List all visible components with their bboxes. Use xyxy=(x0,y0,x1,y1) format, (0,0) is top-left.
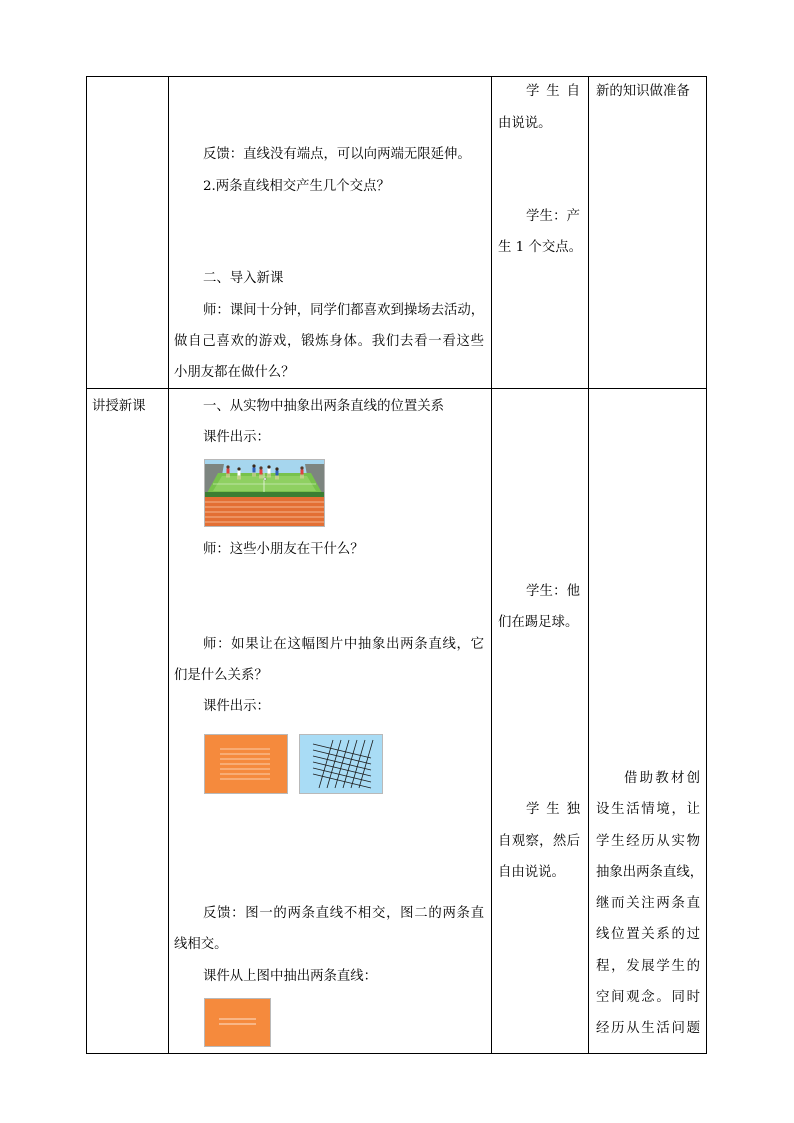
parallel-lines-image xyxy=(204,734,288,794)
design-intent-line: 空间观念。同时 xyxy=(596,990,700,1005)
stage-cell xyxy=(86,388,168,1054)
design-intent-line: 借助教材创 xyxy=(624,771,700,786)
teaching-process-cell xyxy=(168,76,491,388)
courseware-caption: 课件出示： xyxy=(203,699,270,714)
two-lines-image xyxy=(204,998,271,1047)
soccer-field-image xyxy=(204,459,325,527)
process-text-line: 们是什么关系？ xyxy=(174,668,268,683)
intersecting-lines-image xyxy=(299,734,383,794)
stage-cell xyxy=(86,76,168,388)
student-activity-line: 学 生 独 xyxy=(526,802,580,817)
student-activity-line: 学生：产 xyxy=(526,209,580,224)
question-text: 2.两条直线相交产生几个交点？ xyxy=(203,179,390,194)
student-activity-cell xyxy=(491,76,588,388)
student-activity-line: 由说说。 xyxy=(498,116,552,131)
design-intent-cell xyxy=(588,76,707,388)
stage-label: 讲授新课 xyxy=(92,399,146,414)
process-text-line: 做自己喜欢的游戏，锻炼身体。我们去看一看这些 xyxy=(174,334,484,349)
design-intent-line: 继而关注两条直 xyxy=(596,896,700,911)
design-intent-line: 经历从生活问题 xyxy=(596,1021,700,1036)
courseware-caption: 课件从上图中抽出两条直线： xyxy=(203,969,378,984)
process-text-line: 师：课间十分钟，同学们都喜欢到操场去活动， xyxy=(203,303,485,318)
process-text-line: 小朋友都在做什么？ xyxy=(174,365,295,380)
student-activity-line: 们在踢足球。 xyxy=(498,615,579,630)
design-intent-line: 抽象出两条直线， xyxy=(596,865,704,880)
teaching-process-cell xyxy=(168,388,491,1054)
student-activity-cell xyxy=(491,388,588,1054)
student-activity-line: 生 1 个交点。 xyxy=(498,240,582,255)
section-heading: 一、从实物中抽象出两条直线的位置关系 xyxy=(203,399,445,414)
student-activity-line: 自观察，然后 xyxy=(498,834,580,849)
courseware-caption: 课件出示： xyxy=(203,430,270,445)
design-intent-line: 线位置关系的过 xyxy=(596,927,700,942)
design-intent-line: 新的知识做准备 xyxy=(596,84,690,99)
feedback-text: 线相交。 xyxy=(174,937,228,952)
section-heading: 二、导入新课 xyxy=(203,271,284,286)
student-activity-line: 学 生 自 xyxy=(526,84,580,99)
lesson-plan-table xyxy=(86,76,707,1054)
design-intent-line: 程，发展学生的 xyxy=(596,959,700,974)
student-activity-line: 学生：他 xyxy=(526,584,580,599)
feedback-text: 反馈：图一的两条直线不相交，图二的两条直 xyxy=(203,906,484,921)
feedback-text: 反馈：直线没有端点，可以向两端无限延伸。 xyxy=(203,147,471,162)
design-intent-line: 学生经历从实物 xyxy=(596,834,700,849)
teacher-question-text: 师：这些小朋友在干什么？ xyxy=(203,542,364,557)
design-intent-cell xyxy=(588,388,707,1054)
design-intent-line: 设生活情境，让 xyxy=(596,802,700,817)
teacher-question-text: 师：如果让在这幅图片中抽象出两条直线，它 xyxy=(203,637,484,652)
student-activity-line: 自由说说。 xyxy=(498,865,565,880)
